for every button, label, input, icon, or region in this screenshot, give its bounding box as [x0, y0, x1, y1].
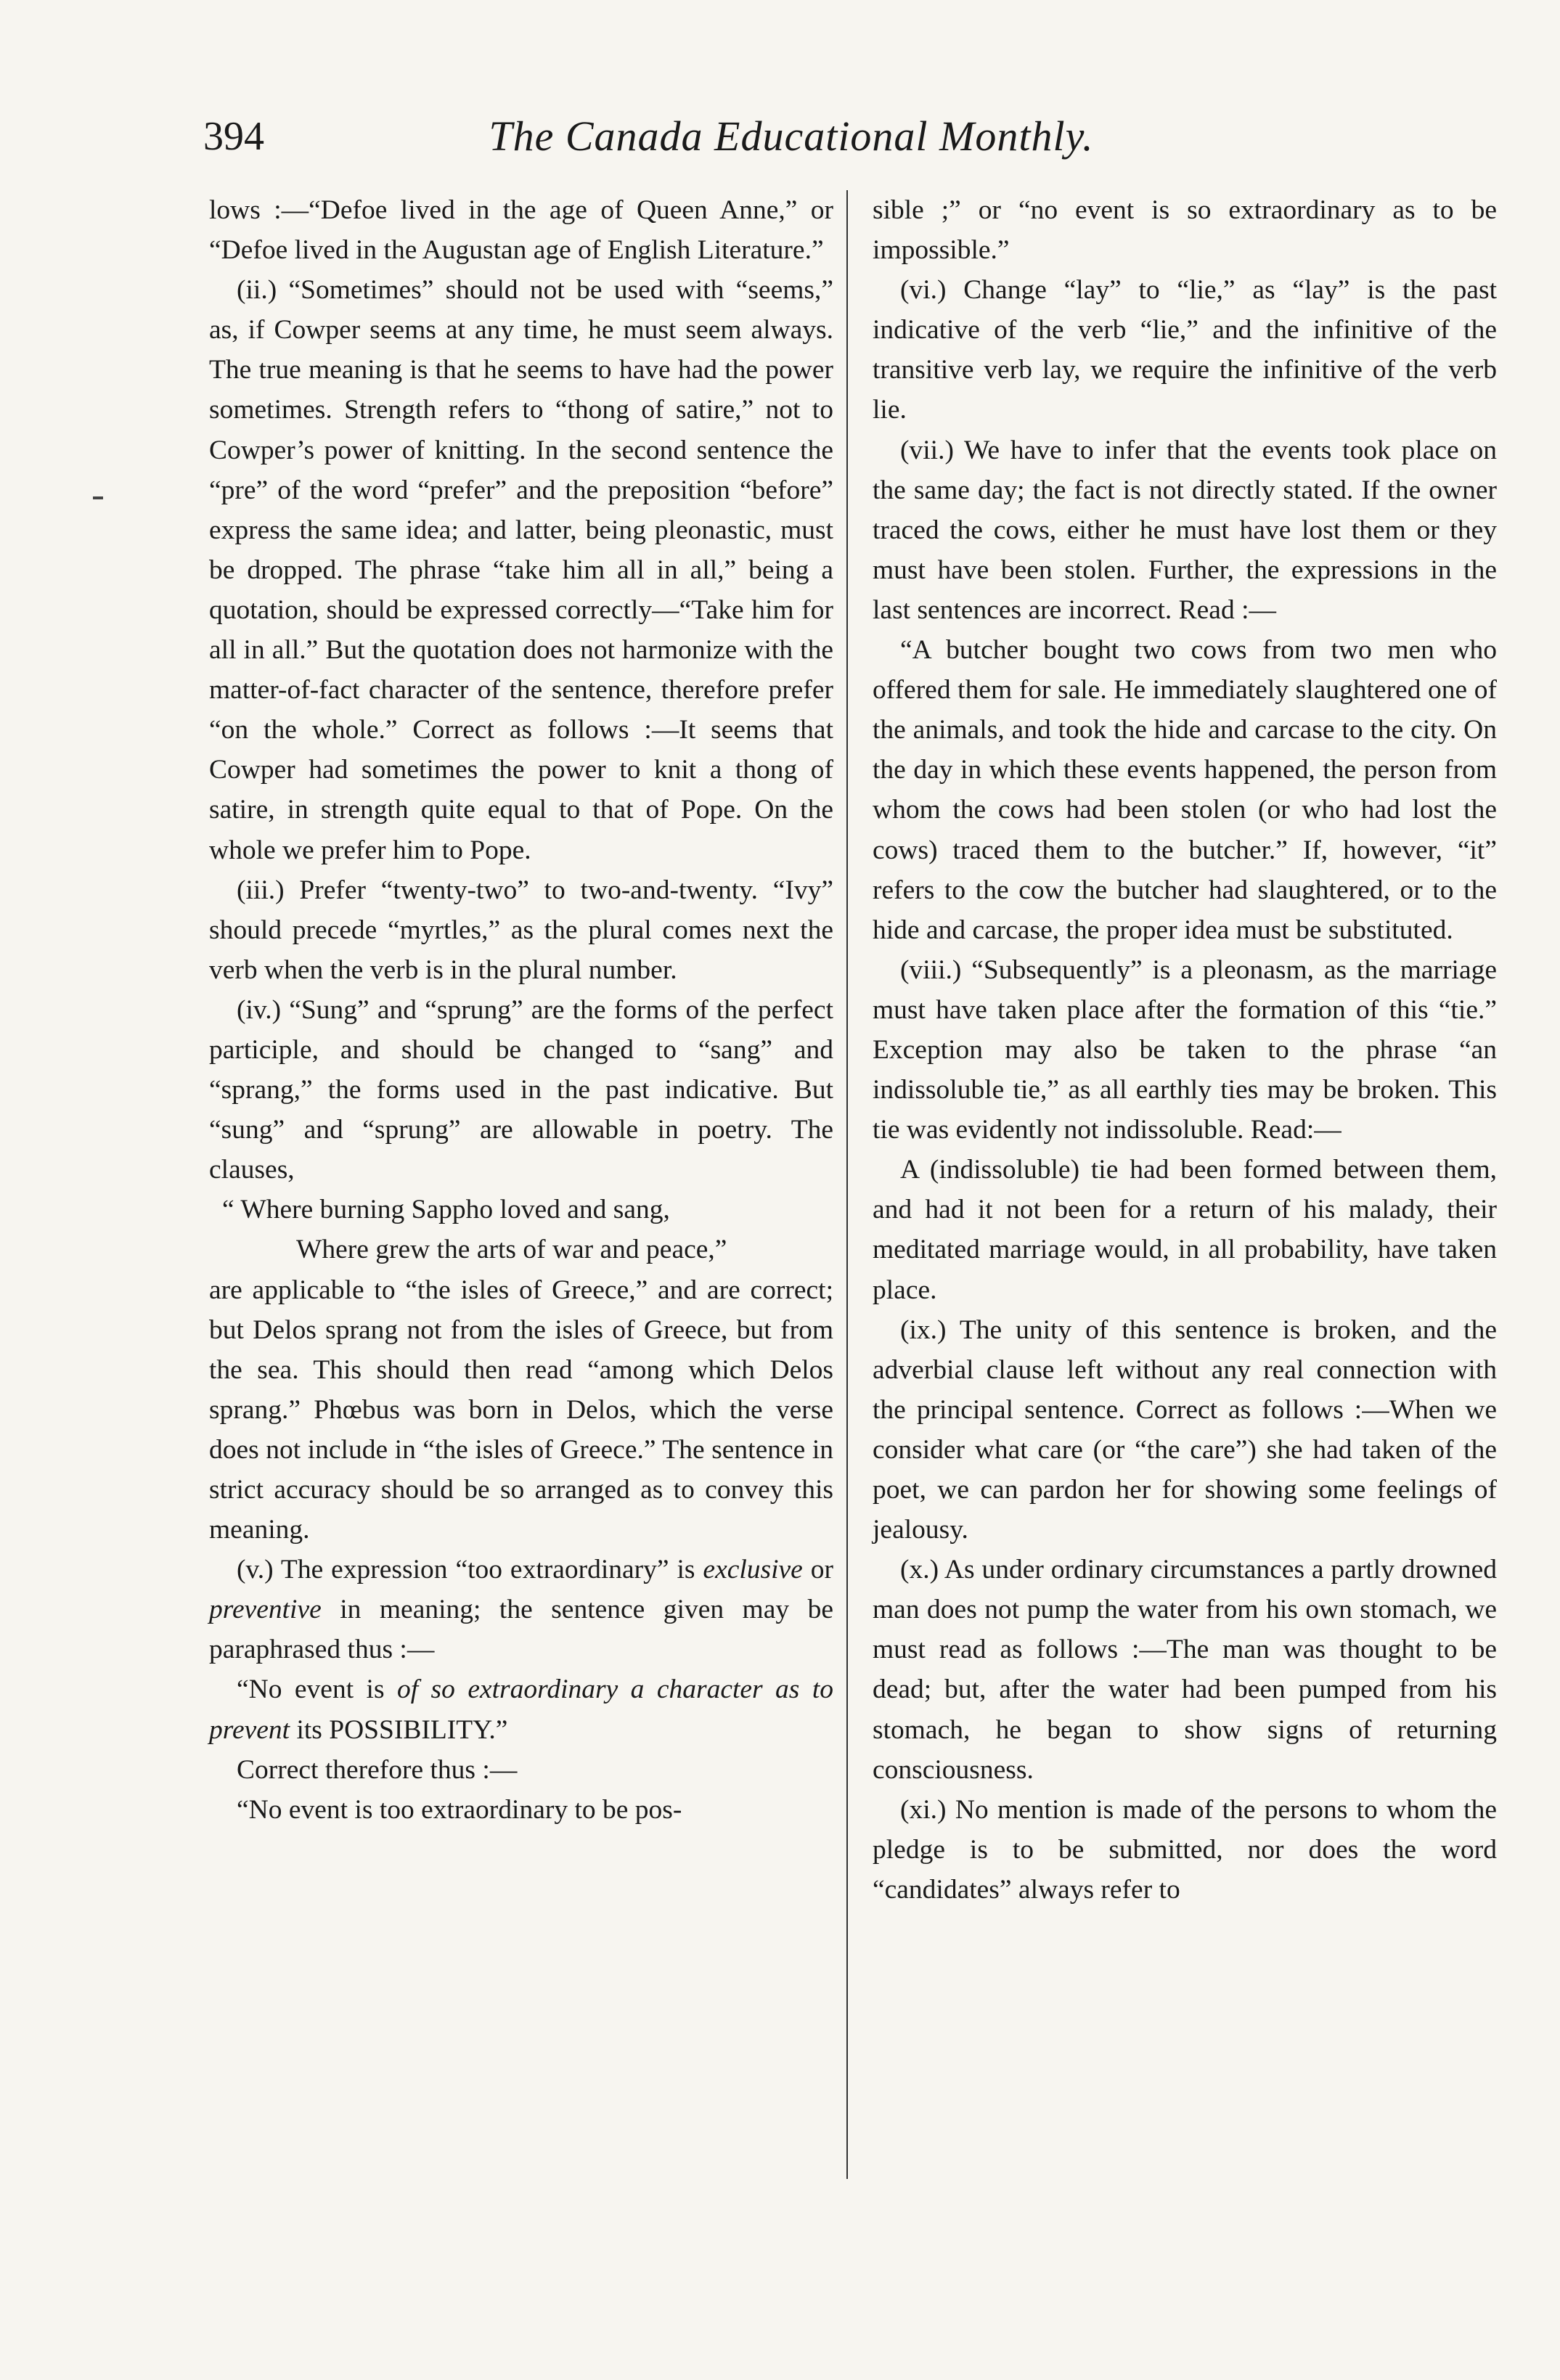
paragraph: (iii.) Prefer “twenty-two” to two-and-twenty. “Ivy” should precede “myrtles,” as the plural comes next the verb when the verb is in the plural number. — [209, 875, 833, 985]
paragraph: (viii.) “Subsequently” is a pleonasm, as the marriage must have taken place after the formation of this “tie.” Exception may also be taken to the phrase “an indissoluble tie,” as all earthly ties may be broken. This tie was evidently not indissoluble. Read:— — [873, 954, 1497, 1145]
verse-line: Where grew the arts of war and peace,” — [296, 1235, 727, 1265]
quotation: “A butcher bought two cows from two men who offered them for sale. He immediately slaughtered one of the animals, and took the hide and carcase to the city. On the day in which these events happened, the person from whom the cows had been stolen (or who had lost the cows) traced them to the butcher.” If, however, “it” refers to the cow the butcher had slaughtered, or to the hide and carcase, the proper idea must be substituted. — [873, 635, 1497, 945]
paragraph: (vii.) We have to infer that the events took place on the same day; the fact is not directly stated. If the owner traced the cows, either he must have lost them or they must have been stolen. Further, the expressions in the last sentences are incorrect. Read :— — [873, 435, 1497, 625]
paragraph: (ii.) “Sometimes” should not be used with “seems,” as, if Cowper seems at any time, he must seem always. The true meaning is that he seems to have had the power sometimes. Strength refers to “thong of satire,” not to Cowper’s power of knitting. In the second sentence the “pre” of the word “prefer” and the preposition “before” express the same idea; and latter, being pleonastic, must be dropped. The phrase “take him all in all,” being a quotation, should be expressed correctly—“Take him for all in all.” But the quotation does not harmonize with the matter-of-fact character of the sentence, therefore prefer “on the whole.” Correct as follows :—It seems that Cowper had sometimes the power to knit a thong of satire, in strength quite equal to that of Pope. On the whole we prefer him to Pope. — [209, 275, 833, 865]
margin-mark — [93, 496, 103, 499]
italic-phrase: of so extraordinary a character as to prevent — [209, 1674, 833, 1745]
paragraph: (x.) As under ordinary circumstances a partly drowned man does not pump the water from his own stomach, we must read as follows :—The man was thought to be dead; but, after the water had been pumped from his stomach, he began to show signs of returning consciousness. — [873, 1555, 1497, 1785]
paragraph: (iv.) “Sung” and “sprung” are the forms of the perfect participle, and should be changed to “sang” and “sprang,” the forms used in the past indicative. But “sung” and “sprung” are allowable in poetry. The clauses, — [209, 994, 833, 1185]
running-title: The Canada Educational Monthly. — [489, 113, 1094, 160]
text-run: (v.) The expression “too extraordinary” is — [237, 1555, 703, 1585]
paragraph — [209, 1550, 833, 1669]
text-run: its POSSIBILITY.” — [290, 1714, 508, 1745]
left-column — [209, 190, 833, 1830]
paragraph: lows :—“Defoe lived in the age of Queen Anne,” or “Defoe lived in the Augustan age of English Literature.” — [209, 195, 833, 266]
paragraph: (xi.) No mention is made of the persons to whom the pledge is to be submitted, nor does the word “candidates” always refer to — [873, 1794, 1497, 1905]
paragraph: (ix.) The unity of this sentence is broken, and the adverbial clause left without any real connection with the principal sentence. Correct as follows :—When we consider what care (or “the care”) she had taken of the poet, we can pardon her for showing some feelings of jealousy. — [873, 1314, 1497, 1545]
quotation — [209, 1669, 833, 1749]
right-column — [873, 190, 1497, 1910]
paragraph: are applicable to “the isles of Greece,” and are correct; but Delos sprang not from the isles of Greece, but from the sea. This should then read “among which Delos sprang.” Phœbus was born in Delos, which the verse does not include in “the isles of Greece.” The sentence in strict accuracy should be so arranged as to convey this meaning. — [209, 1275, 833, 1545]
verse-line: “ Where burning Sappho loved and sang, — [222, 1195, 670, 1225]
quotation: “No event is too extraordinary to be pos- — [237, 1794, 682, 1825]
page-header — [203, 107, 1379, 165]
italic-term: preventive — [209, 1595, 322, 1625]
italic-term: exclusive — [703, 1555, 803, 1585]
paragraph: A (indissoluble) tie had been formed between them, and had it not been for a return of his malady, their meditated marriage would, in all probability, have taken place. — [873, 1155, 1497, 1305]
column-rule — [846, 190, 848, 2179]
paragraph: sible ;” or “no event is so extraordinary as to be impossible.” — [873, 195, 1497, 266]
text-run: “No event is — [237, 1674, 397, 1705]
paragraph: (vi.) Change “lay” to “lie,” as “lay” is the past indicative of the verb “lie,” and the infinitive of the transitive verb lay, we require the infinitive of the verb lie. — [873, 275, 1497, 425]
page-number: 394 — [203, 114, 264, 159]
text-run: or — [802, 1555, 833, 1585]
paragraph: Correct therefore thus :— — [237, 1754, 518, 1785]
text-run: in meaning; the sentence given may be paraphrased thus :— — [209, 1595, 833, 1665]
